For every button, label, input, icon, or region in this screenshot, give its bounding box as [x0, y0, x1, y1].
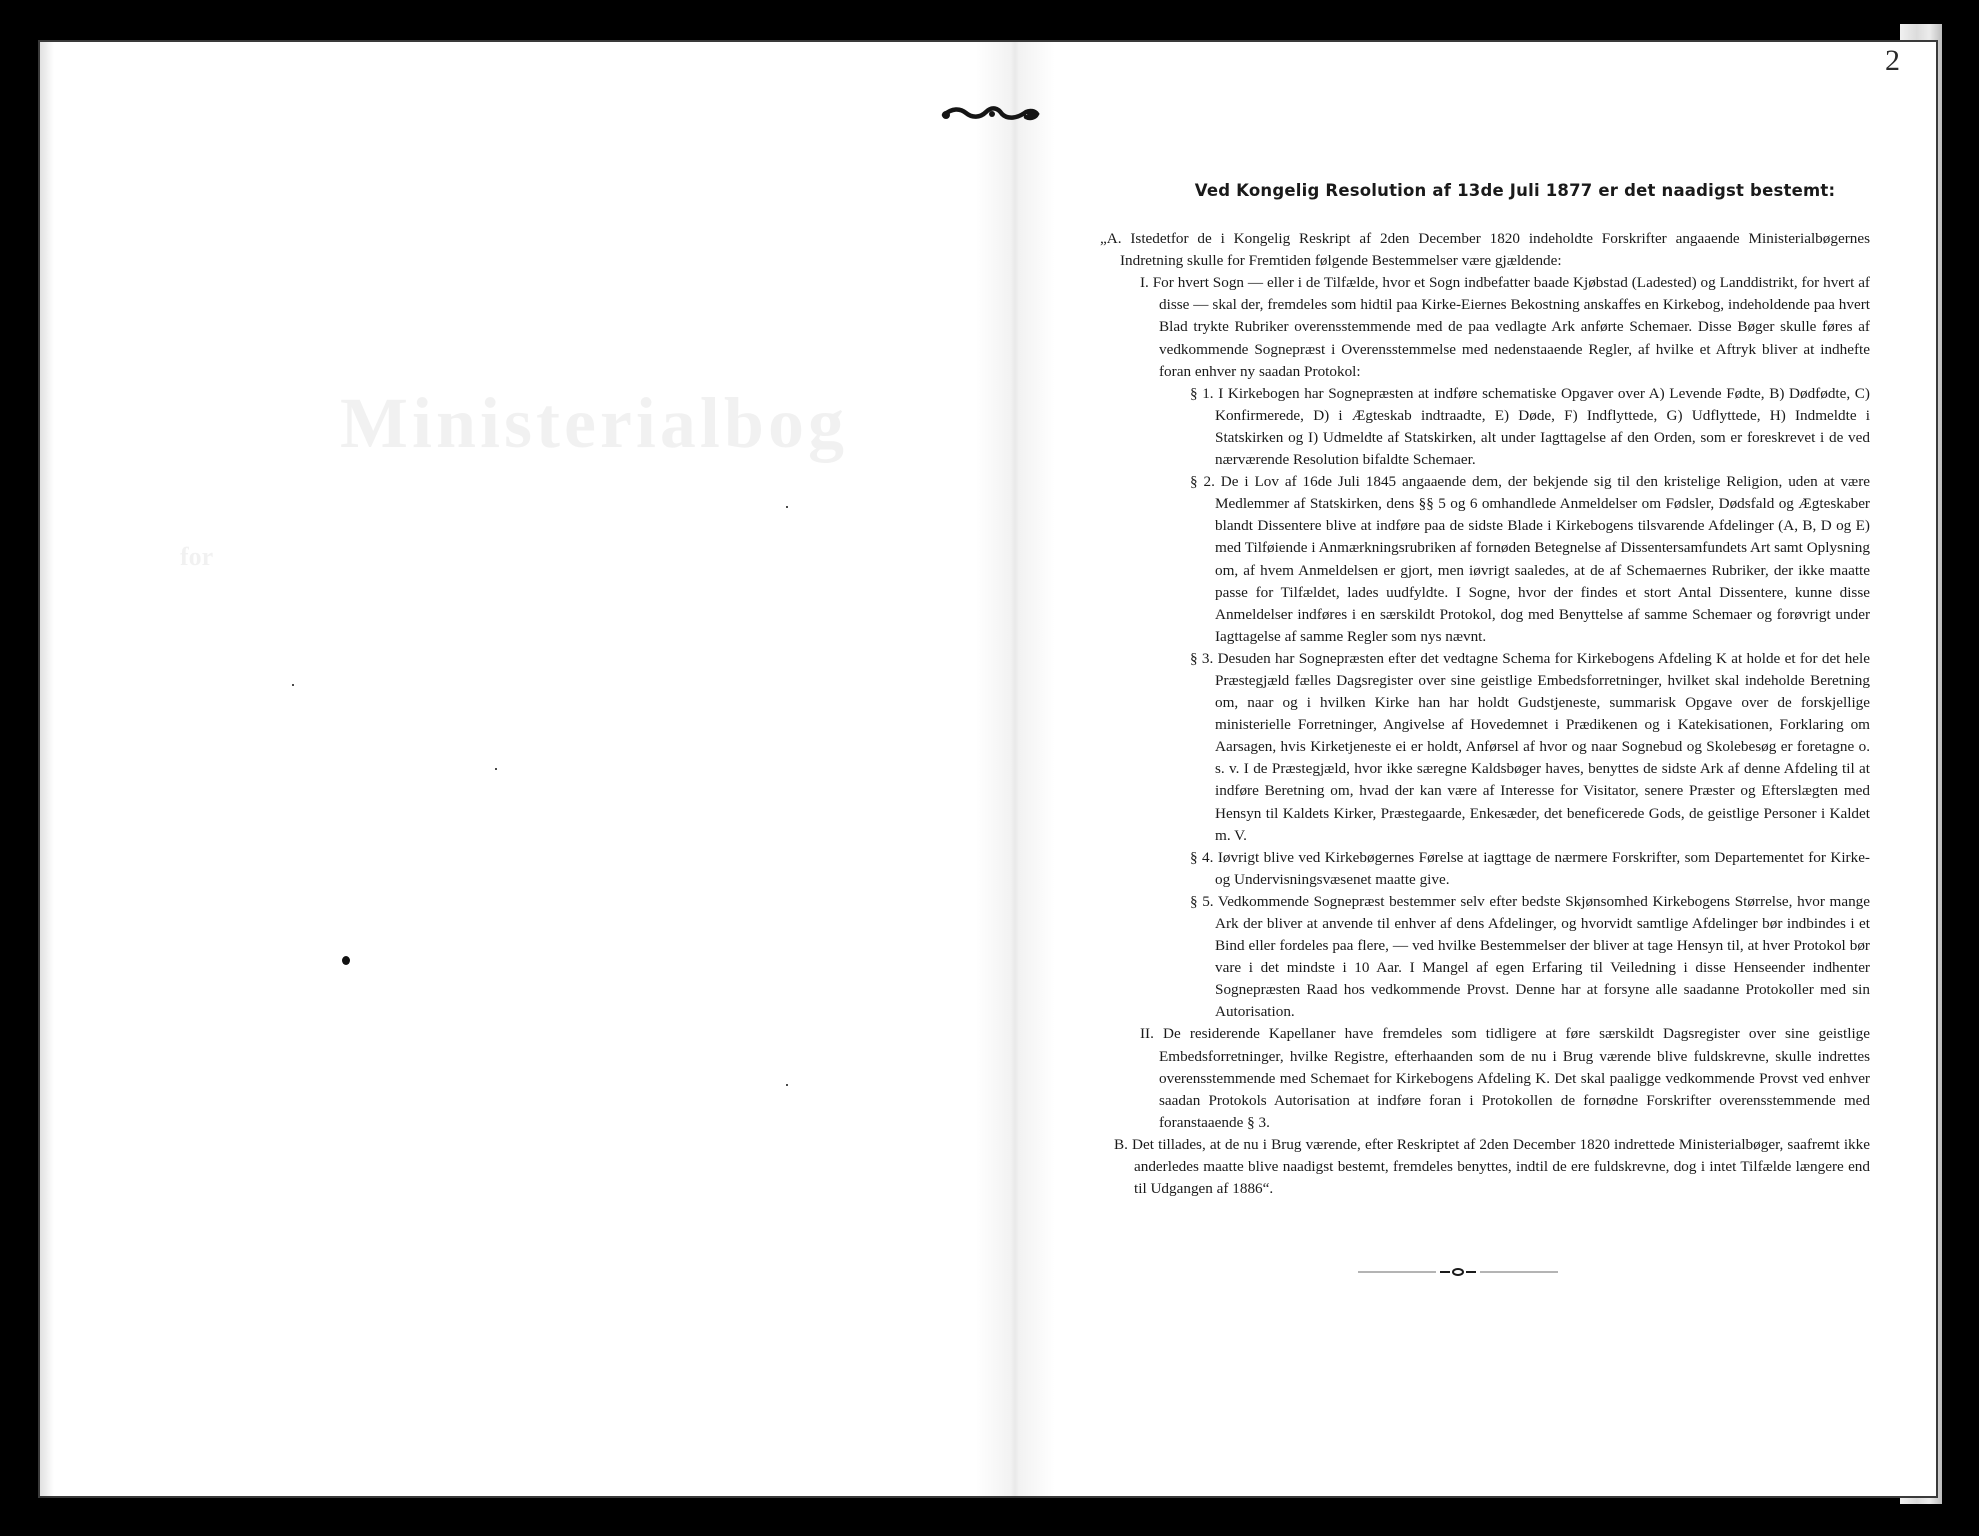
paragraph-1: § 1. I Kirkebogen har Sognepræsten at indføre schematiske Opgaver over A) Levende Fødte, B) Dødfødte, C) Konfirmerede, D) i Ægteskab indtraadte, E) Døde, F) Indflyttede, G) Udflyttede, H) Indmeldte i Statskirken og I) Udmeldte af Statskirken, alt under Iagttagelse af den Orden, som er foreskrevet i de ved nærværende Resolution bifaldte Schemaer. [1190, 384, 1870, 469]
section-a: „A. Istedetfor de i Kongelig Reskript af 2den December 1820 indeholdte Forskrifter angaaende Ministerialbøgernes Indretning skulle for Fremtiden følgende Bestemmelser være gjældende: [1100, 230, 1870, 270]
page-left-shadow [40, 42, 54, 1500]
book-gutter [975, 42, 1055, 1500]
ink-speck [786, 506, 788, 508]
ink-speck [495, 768, 497, 770]
ink-speck [292, 684, 294, 686]
ornamental-divider-icon [1358, 1265, 1558, 1283]
bleed-through-subtitle: for [180, 542, 214, 571]
bleed-through-title: Ministerialbog [340, 383, 848, 463]
ornamental-flourish-icon [940, 102, 1040, 131]
paragraph-3: § 3. Desuden har Sognepræsten efter det vedtagne Schema for Kirkebogens Afdeling K at holde et for det hele Præstegjæld fælles Dagsregister over sine geistlige Embedsforretninger, hvilket skal indeholde Beretning om, naar og i hvilken Kirke han har holdt Gudstjeneste, summarisk Opgave over de forskjellige ministerielle Forretninger, Angivelse af Hovedemnet i Prædikenen og i Katekisationen, Forklaring om Aarsagen, hvis Kirketjeneste ei er holdt, Anførsel af hvor og naar Sognebud og Skolebesøg er foretagne o. s. v. I de Præstegjæld, hvor ikke særegne Kaldsbøger haves, benyttes de sidste Ark af denne Afdeling til at indføre Beretning om, hvad der kan være af Interesse for Visitator, senere Præster og Efterslægten med Hensyn til Kaldets Kirker, Præstegaarde, Enkesæder, det beneficerede Gods, de geistlige Personer i Kaldet m. V. [1190, 649, 1870, 844]
royal-resolution-text [1100, 180, 1870, 1200]
section-i: I. For hvert Sogn — eller i de Tilfælde, hvor et Sogn indbefatter baade Kjøbstad (Ladested) og Landdistrikt, for hvert af disse — skal der, fremdeles som hidtil paa Kirke-Eiernes Bekostning anskaffes en Kirkebog, indeholdende paa hvert Blad trykte Rubriker overensstemmende med de paa vedlagte Ark anførte Schemaer. Disse Bøger skulle føres af vedkommende Sognepræst i Overensstemmelse med nedenstaaende Regler, af hvilke et Aftryk bliver at indhefte foran enhver ny saadan Protokol: [1140, 274, 1870, 380]
page-number: 2 [1885, 44, 1900, 77]
resolution-heading: Ved Kongelig Resolution af 13de Juli 1877 er det naadigst bestemt: [1194, 181, 1836, 200]
ink-speck [786, 1084, 788, 1086]
section-b: B. Det tillades, at de nu i Brug værende, efter Reskriptet af 2den December 1820 indrettede Ministerialbøger, saafremt ikke anderledes maatte blive naadigst bestemt, fremdeles benyttes, indtil de ere fuldskrevne, dog i intet Tilfælde længere end til Udgangen af 1886“. [1114, 1135, 1870, 1198]
paragraph-4: § 4. Iøvrigt blive ved Kirkebøgernes Førelse at iagttage de nærmere Forskrifter, som Departementet for Kirke- og Undervisningsvæsenet maatte give. [1190, 848, 1870, 888]
ink-speck [342, 956, 350, 965]
section-ii: II. De residerende Kapellaner have fremdeles som tidligere at føre særskildt Dagsregister over sine geistlige Embedsforretninger, hvilke Registre, efterhaanden som de nu i Brug værende blive fuldskrevne, skulle indrettes overensstemmende med Schemaet for Kirkebogens Afdeling K. Det skal paaligge vedkommende Provst ved enhver saadan Protokols Autorisation at indføre foran i Protokollen de fornødne Forskrifter overensstemmende med foranstaaende § 3. [1140, 1025, 1870, 1131]
paragraph-2: § 2. De i Lov af 16de Juli 1845 angaaende dem, der bekjende sig til den kristelige Religion, uden at være Medlemmer af Statskirken, dens §§ 5 og 6 omhandlede Anmeldelser om Fødsler, Dødsfald og Ægteskaber blandt Dissentere blive at indføre paa de sidste Blade i Kirkebogens tilsvarende Afdelinger (A, B, D og E) med Tilføiende i Anmærkningsrubriken af fornøden Betegnelse af Dissentersamfundets Art samt Oplysning om, af hvem Anmeldelsen er gjort, men iøvrigt saaledes, at de af Schemaernes Rubriker, der ikke maatte passe for Tilfældet, lades uudfyldte. I Sogne, hvor der findes et stort Antal Dissentere, kunne disse Anmeldelser indføres i en særskildt Protokol, dog med Benyttelse af samme Schemaer og forøvrigt under Iagttagelse af samme Regler som nys nævnt. [1190, 473, 1870, 645]
paragraph-5: § 5. Vedkommende Sognepræst bestemmer selv efter bedste Skjønsomhed Kirkebogens Størrelse, hvor mange Ark der bliver at anvende til enhver af dens Afdelinger, og hvorvidt samtlige Afdelinger bør indbindes i et Bind eller fordeles paa flere, — ved hvilke Bestemmelser der bliver at tage Hensyn til, at hver Protokol bør vare i det mindste i 10 Aar. I Mangel af egen Erfaring til Veiledning i disse Henseender indhenter Sognepræsten Raad hos vedkommende Provst. Denne har at forsyne alle saadanne Protokoller med sin Autorisation. [1190, 892, 1870, 1021]
book-page [38, 40, 1938, 1498]
